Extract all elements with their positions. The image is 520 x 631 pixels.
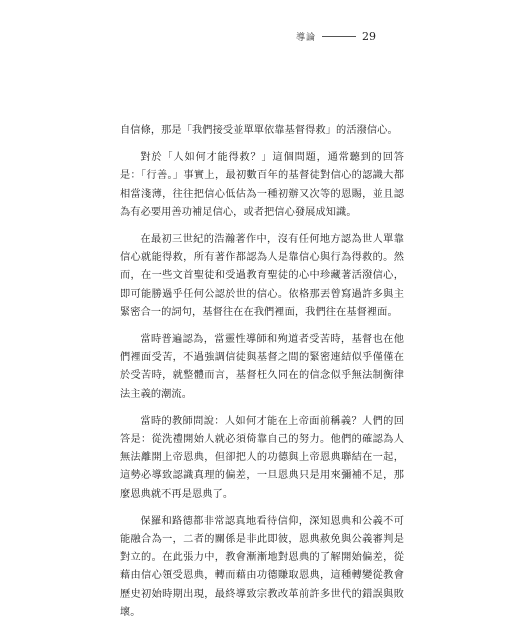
running-header <box>296 30 376 43</box>
paragraph-5: 當時的教師問說：人如何才能在上帝面前稱義？人們的回答是：從洗禮開始人就必須倚靠自己的努力。他們的確認為人無法離開上帝恩典，但卻把人的功德與上帝恩典聯結在一起，這勢必導致認識真理的偏差，一旦恩典只是用來彌補不足，那麼恩典就不再是恩典了。 <box>120 415 404 500</box>
paragraph-3: 在最初三世紀的浩瀚著作中，沒有任何地方認為世人單靠信心就能得救，所有著作都認為人是靠信心與行為得救的。然而，在一些文首聖徒和受過教育聖徒的心中珍藏著活潑信心，即可能勝過乎任何公認於世的信心。依格那丟曾寫過許多與主緊密合一的詞句，基督往在在我們裡面，我們往在基督裡面。 <box>120 234 404 318</box>
paragraph-1: 自信條，那是「我們接受並單單依靠基督得救」的活潑信心。 <box>120 125 398 136</box>
page-number: 29 <box>362 30 376 43</box>
paragraph-2: 對於「人如何才能得救？」這個問題，通常聽到的回答是：「行善。」事實上，最初數百年的基督徒對信心的認識大都相當淺薄，往往把信心低估為一種初辦又次等的恩賜，並且認為有必要用善功補足信心，或者把信心發展成知識。 <box>120 152 404 218</box>
paragraph-4: 當時普遍認為，當靈性導師和殉道者受苦時，基督也在他們裡面受苦，不過強調信徒與基督之間的緊密連結似乎僅僅在於受苦時，就整體而言，基督枉久同在的信念似乎無法制衡律法主義的潮流。 <box>120 334 404 400</box>
body-text <box>120 122 404 631</box>
header-rule <box>322 36 356 37</box>
header-section-label: 導論 <box>295 33 316 43</box>
paragraph-6: 保羅和路德都非常認真地看待信仰，深知恩典和公義不可能融合為一，二者的關係是非此即彼，恩典赦免與公義審判是對立的。在此張力中，教會漸漸地對恩典的了解開始偏差，從藉由信心領受恩典，轉而藉由功德賺取恩典，這種轉變從教會歷史初始時期出現，最終導致宗教改革前許多世代的錯誤與敗壞。 <box>120 515 404 618</box>
